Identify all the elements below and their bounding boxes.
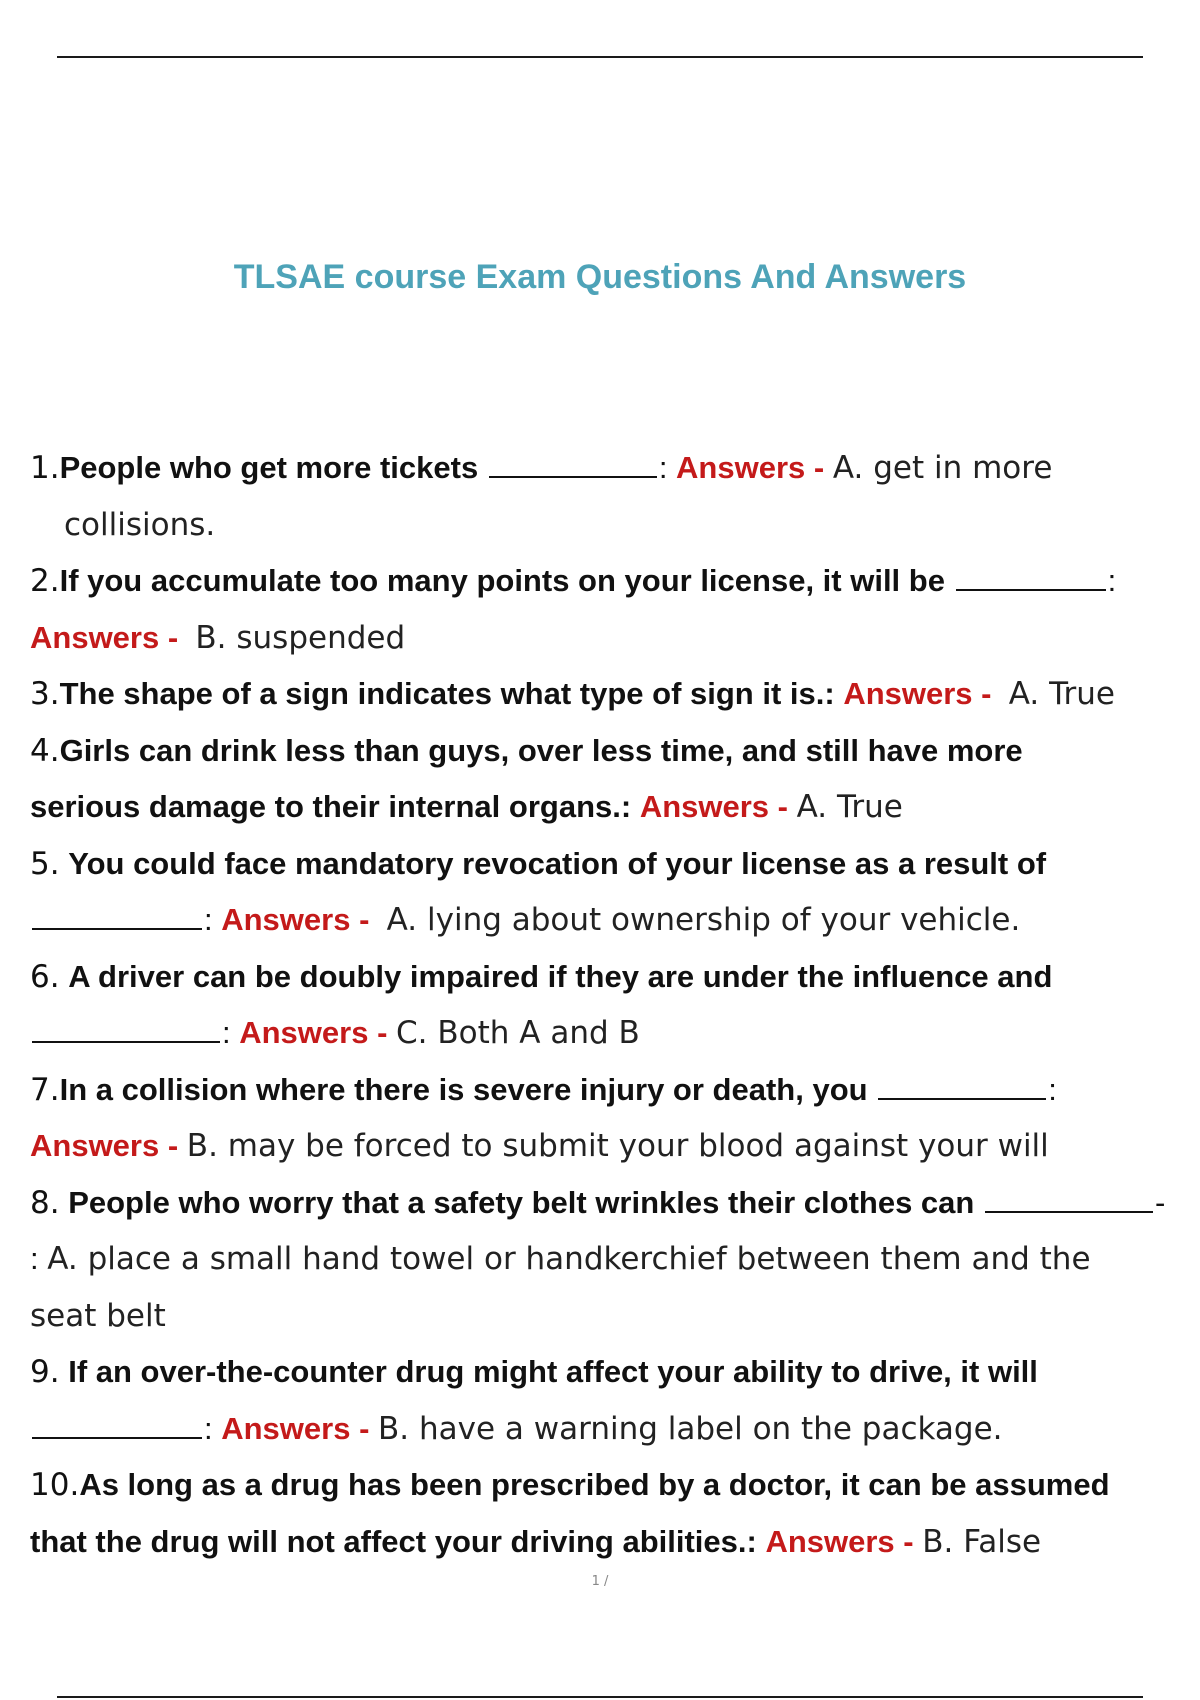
- question-2-line-2: [30, 610, 1180, 667]
- question-8-line-3: [30, 1288, 1180, 1345]
- question-number: 10.: [30, 1467, 80, 1503]
- question-number: 7.: [30, 1071, 60, 1108]
- document-title: TLSAE course Exam Questions And Answers: [233, 258, 967, 296]
- question-text: The shape of a sign indicates what type of sign it is.:: [59, 676, 835, 711]
- answer-text-continued: seat belt: [30, 1297, 166, 1334]
- answer-text: C. Both A and B: [396, 1015, 640, 1051]
- question-number: 1.: [30, 450, 60, 486]
- question-9-line-1: [30, 1344, 1180, 1401]
- answer-text: A. place a small hand towel or handkerchief between them and the: [47, 1241, 1091, 1277]
- answer-text-continued: collisions.: [64, 506, 216, 543]
- question-number: 3.: [30, 676, 60, 712]
- question-10-line-2: [30, 1514, 1180, 1571]
- answer-blank: [32, 928, 202, 930]
- answer-blank: [32, 1437, 202, 1439]
- question-text: You could face mandatory revocation of your license as a result of: [68, 845, 1047, 881]
- question-text: A driver can be doubly impaired if they are under the influence and: [68, 958, 1053, 994]
- answer-text: A. lying about ownership of your vehicle.: [386, 902, 1021, 938]
- answer-blank: [956, 589, 1106, 591]
- question-10-line-1: [30, 1457, 1180, 1514]
- question-8-line-2: : A. place a small hand towel or handkerchief between them and the: [30, 1241, 1091, 1277]
- answer-text: B. may be forced to submit your blood against your will: [186, 1128, 1049, 1164]
- answer-blank: [489, 476, 657, 478]
- question-text: If an over-the-counter drug might affect your ability to drive, it will: [68, 1354, 1038, 1389]
- answer-text: A. True: [1008, 676, 1115, 712]
- question-number: 6.: [30, 958, 60, 995]
- answer-blank: [32, 1041, 220, 1043]
- question-7-line-1: 7.In a collision where there is severe injury or death, you :: [30, 1071, 1057, 1108]
- question-text: As long as a drug has been prescribed by a doctor, it can be assumed: [79, 1467, 1110, 1502]
- answers-label: Answers -: [676, 450, 825, 485]
- question-text: If you accumulate too many points on your license, it will be: [59, 563, 945, 598]
- answers-label: Answers -: [765, 1523, 914, 1559]
- answers-label: Answers -: [639, 789, 788, 824]
- answer-blank: [878, 1098, 1046, 1100]
- question-2-line-1: 2.If you accumulate too many points on your license, it will be :: [30, 563, 1117, 599]
- bottom-rule: [57, 1696, 1143, 1698]
- question-4-line-1: [30, 723, 1180, 780]
- answers-label: Answers -: [239, 1015, 388, 1050]
- page-number: 1 /: [591, 1574, 609, 1589]
- question-5-line-2: : Answers - A. lying about ownership of your vehicle.: [30, 892, 1180, 949]
- question-1-line-2: [30, 497, 1180, 554]
- question-1-line-1: 1.People who get more tickets : Answers - A. get in more: [30, 450, 1053, 486]
- answer-text: B. False: [922, 1523, 1042, 1560]
- question-4-line-2: [30, 779, 1180, 836]
- question-list: [30, 440, 1180, 1570]
- question-number: 4.: [30, 732, 60, 769]
- question-text: Girls can drink less than guys, over less time, and still have more: [59, 732, 1023, 768]
- question-8-line-1: 8. People who worry that a safety belt wrinkles their clothes can -: [30, 1184, 1166, 1221]
- question-text-continued: that the drug will not affect your driving abilities.:: [30, 1523, 757, 1559]
- answer-text: A. True: [796, 789, 903, 825]
- question-number: 9.: [30, 1354, 60, 1390]
- answers-label: Answers -: [221, 902, 370, 937]
- question-text-continued: serious damage to their internal organs.:: [30, 789, 632, 824]
- question-9-line-2: : Answers - B. have a warning label on the package.: [30, 1401, 1180, 1458]
- question-number: 8.: [30, 1184, 60, 1221]
- question-text: People who worry that a safety belt wrinkles their clothes can: [68, 1184, 975, 1220]
- question-number: 2.: [30, 563, 60, 599]
- answers-label: Answers -: [221, 1410, 370, 1446]
- answer-text: A. get in more: [832, 450, 1053, 486]
- question-3-line-1: [30, 666, 1180, 723]
- answers-label: Answers -: [30, 1128, 179, 1163]
- top-rule: [57, 56, 1143, 58]
- answer-blank: [985, 1211, 1153, 1213]
- question-5-line-1: [30, 836, 1180, 893]
- answer-text: B. suspended: [195, 619, 406, 656]
- question-6-line-2: : Answers - C. Both A and B: [30, 1005, 1180, 1062]
- question-text: People who get more tickets: [59, 450, 479, 485]
- question-7-line-2: [30, 1118, 1180, 1175]
- question-6-line-1: [30, 949, 1180, 1006]
- answers-label: Answers -: [30, 619, 179, 655]
- answer-text: B. have a warning label on the package.: [378, 1410, 1003, 1447]
- answers-label: Answers -: [843, 676, 992, 711]
- question-number: 5.: [30, 845, 60, 882]
- question-text: In a collision where there is severe injury or death, you: [59, 1071, 868, 1107]
